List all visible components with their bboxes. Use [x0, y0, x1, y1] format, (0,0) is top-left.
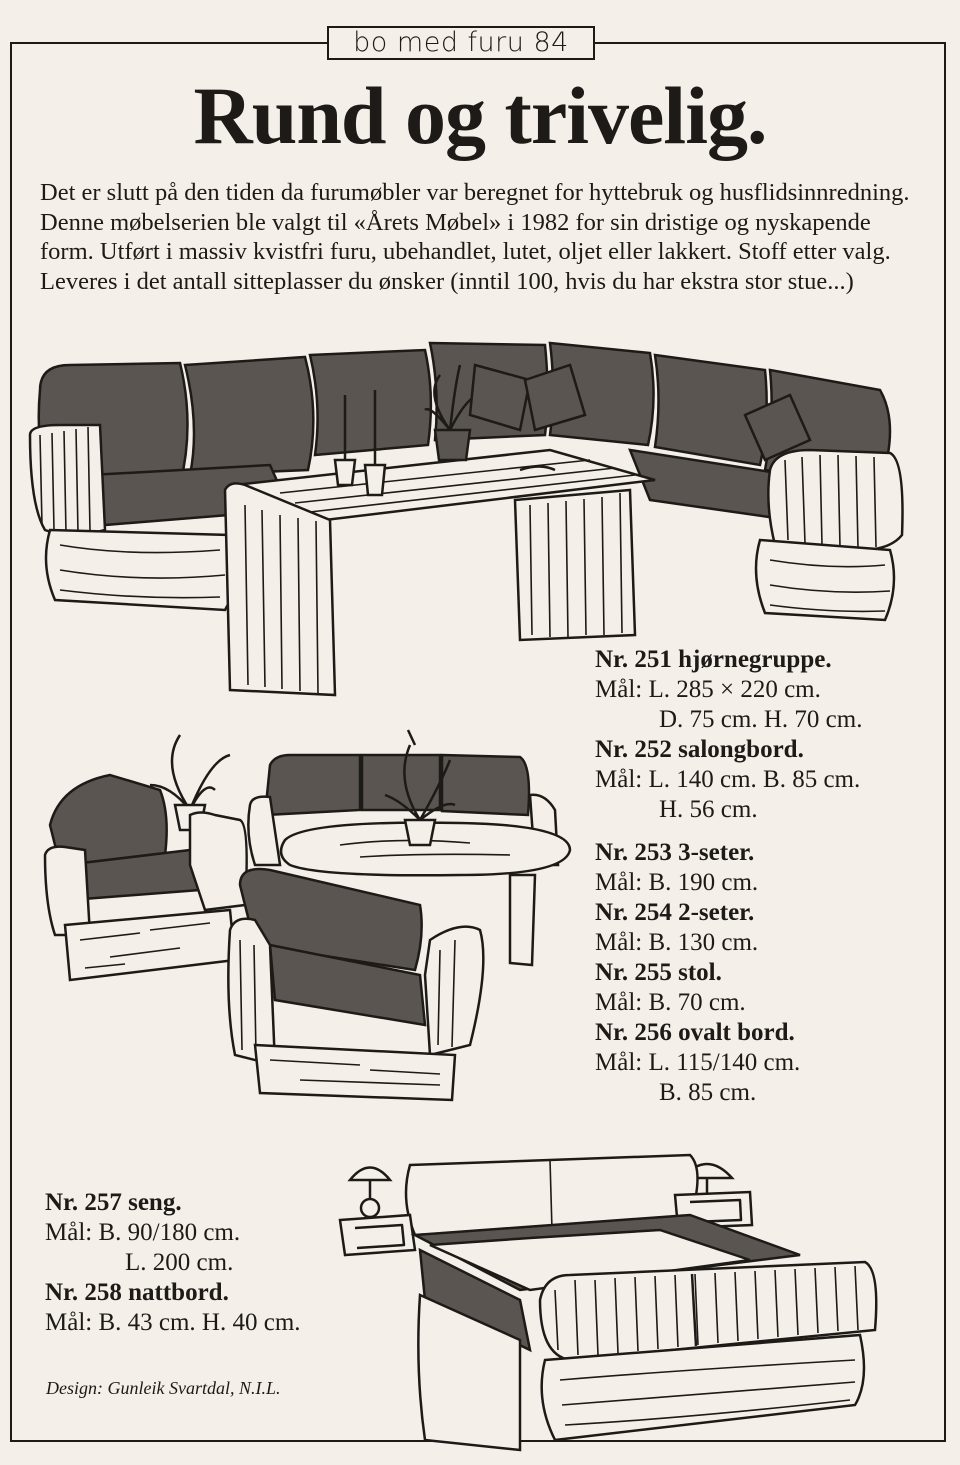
- spec-252-title: Nr. 252 salongbord.: [595, 736, 804, 763]
- spec-251-title: Nr. 251 hjørnegruppe.: [595, 646, 832, 673]
- section-tag: bo med furu 84: [327, 26, 595, 60]
- spec-253-title: Nr. 253 3-seter.: [595, 839, 755, 866]
- spec-255-title: Nr. 255 stol.: [595, 959, 722, 986]
- spec-252-dims: Mål: L. 140 cm. B. 85 cm.: [595, 766, 861, 793]
- spec-252-dims-2: H. 56 cm.: [659, 796, 758, 823]
- spec-block-corner-group: [595, 645, 862, 825]
- spec-254-title: Nr. 254 2-seter.: [595, 899, 755, 926]
- intro-paragraph: Det er slutt på den tiden da furumøbler var beregnet for hyttebruk og husflidsinnredning. Denne møbelserien ble valgt til «Årets Møbel» i 1982 for sin dristige og nyskapende form. Utført i massiv kvistfri furu, ubehandlet, lutet, oljet eller lakkert. Stoff etter valg. Leveres i det antall sitteplasser du ønsker (inntil 100, hvis du har ekstra stor stue...): [40, 179, 910, 295]
- spec-251-dims-2: D. 75 cm. H. 70 cm.: [659, 706, 863, 733]
- headline: Rund og trivelig.: [193, 70, 767, 161]
- spec-256-dims-2: B. 85 cm.: [659, 1079, 757, 1106]
- spec-block-living-set: [595, 838, 800, 1108]
- spec-255-dims: Mål: B. 70 cm.: [595, 989, 746, 1016]
- spec-258-dims: Mål: B. 43 cm. H. 40 cm.: [45, 1309, 301, 1336]
- spec-251-dims: Mål: L. 285 × 220 cm.: [595, 676, 821, 703]
- spec-257-title: Nr. 257 seng.: [45, 1189, 182, 1216]
- spec-257-dims-2: L. 200 cm.: [125, 1249, 234, 1276]
- bed-illustration: [330, 1150, 880, 1455]
- spec-256-title: Nr. 256 ovalt bord.: [595, 1019, 795, 1046]
- spec-253-dims: Mål: B. 190 cm.: [595, 869, 759, 896]
- spec-block-bed: [45, 1188, 301, 1338]
- living-room-set-illustration: [40, 725, 580, 1105]
- spec-257-dims: Mål: B. 90/180 cm.: [45, 1219, 241, 1246]
- design-credit: Design: Gunleik Svartdal, N.I.L.: [46, 1378, 281, 1398]
- spec-258-title: Nr. 258 nattbord.: [45, 1279, 229, 1306]
- spec-256-dims: Mål: L. 115/140 cm.: [595, 1049, 801, 1076]
- spec-254-dims: Mål: B. 130 cm.: [595, 929, 759, 956]
